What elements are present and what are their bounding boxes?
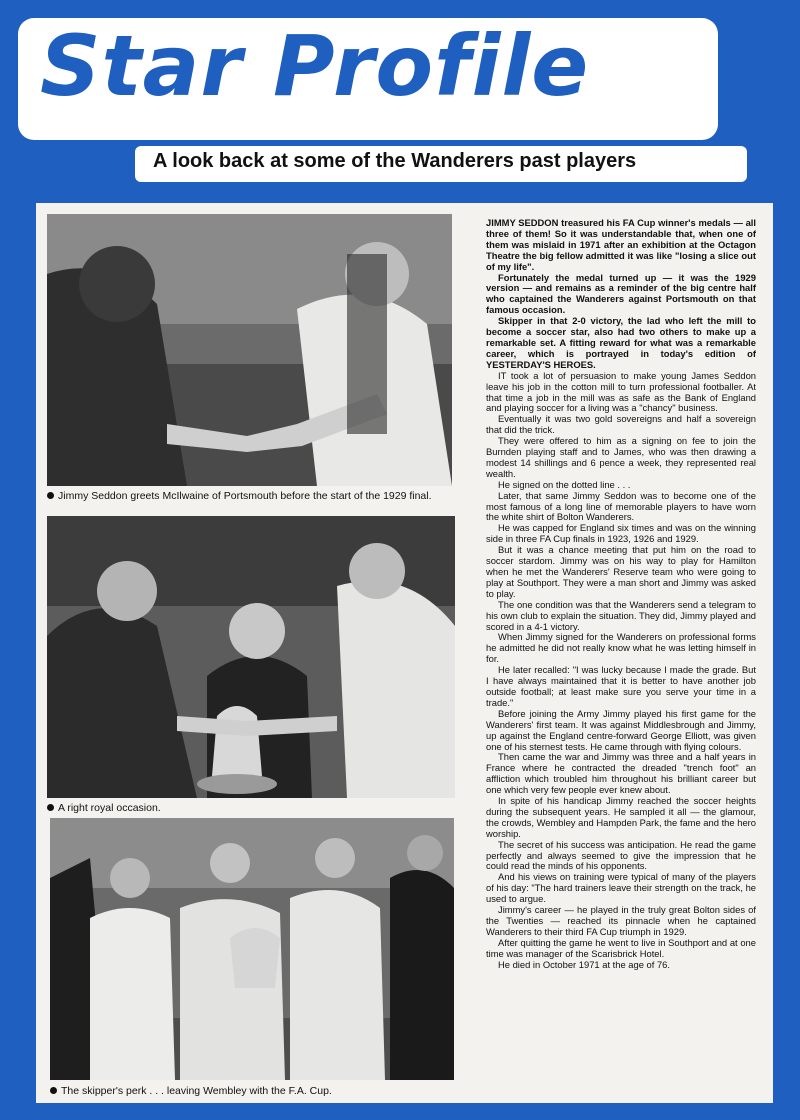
article-paragraph: Skipper in that 2-0 victory, the lad who left the mill to become a soccer star, also had two others to make up a remarkable set. A fitting reward for what was a remarkable career, which is portrayed in today's edition of YESTERDAY'S HEROES.: [486, 315, 756, 370]
article-paragraph: After quitting the game he went to live in Southport and at one time was manager of the Scarisbrick Hotel.: [486, 936, 756, 959]
article-text: [486, 218, 756, 971]
bullet-icon: [50, 1087, 57, 1094]
photo-royal-occasion: [47, 516, 455, 798]
article-paragraph: The one condition was that the Wanderers send a telegram to his own club to explain the situation. They did, Jimmy played and scored in a 4-1 victory.: [486, 598, 756, 632]
article-paragraph: Then came the war and Jimmy was three and a half years in France where he contracted the dreaded "trench foot" an affliction which troubled him throughout his brilliant career but one which very few people ever knew about.: [486, 751, 756, 796]
article-paragraph: Fortunately the medal turned up — it was the 1929 version — and remains as a reminder of the big centre half who captained the Wanderers against Portsmouth on that famous occasion.: [486, 271, 756, 316]
handshake-photo-image: [47, 214, 452, 486]
article-paragraph: And his views on training were typical of many of the players of his day: "The hard trainers leave their strength on the track, he used to argue.: [486, 871, 756, 905]
article-paragraph: IT took a lot of persuasion to make young James Seddon leave his job in the cotton mill to turn professional footballer. At that time a job in the mill was as safe as the Bank of England and playing soccer for a living was a "chancy" business.: [486, 369, 756, 414]
article-paragraph: Jimmy's career — he played in the truly great Bolton sides of the Twenties — reached its pinnacle when he captained Wanderers to their third FA Cup triumph in 1929.: [486, 904, 756, 937]
royal-occasion-photo-image: [47, 516, 455, 798]
article-paragraph: Eventually it was two gold sovereigns and half a sovereign that did the trick.: [486, 413, 756, 436]
bullet-icon: [47, 804, 54, 811]
article-paragraph: Before joining the Army Jimmy played his first game for the Wanderers' first team. It was against Middlesbrough and Jimmy, up against the England centre-forward George Elliott, was given one of his sternest tests. He came through with flying colours.: [486, 707, 756, 752]
bullet-icon: [47, 492, 54, 499]
article-paragraph: He later recalled: "I was lucky because I made the grade. But I have always maintained that it is better to have another job outside football; at least make sure you serve your time in a trade.": [486, 664, 756, 708]
article-paragraph: JIMMY SEDDON treasured his FA Cup winner's medals — all three of them! So it was understandable that, when one of them was mislaid in 1971 after an exhibition at the Octagon Theatre the big fellow admitted it was like "losing a slice out of my life".: [486, 217, 756, 272]
article-page: [36, 203, 773, 1103]
article-paragraph: He was capped for England six times and was on the winning side in three FA Cup finals in 1923, 1926 and 1929.: [486, 522, 756, 545]
caption-photo-3: The skipper's perk . . . leaving Wembley with the F.A. Cup.: [50, 1085, 460, 1097]
photo-handshake: [47, 214, 452, 486]
article-paragraph: He died in October 1971 at the age of 76.: [498, 958, 670, 970]
page-title: Star Profile: [40, 17, 590, 115]
article-paragraph: But it was a chance meeting that put him on the road to soccer stardom. Jimmy was on his way to play for Hamilton when he met the Wanderers' Reserve team who were going to play at Southport. They were a man short and Jimmy was asked to play.: [486, 544, 756, 599]
caption-photo-1: Jimmy Seddon greets McIlwaine of Portsmouth before the start of the 1929 final.: [47, 490, 457, 502]
article-paragraph: In spite of his handicap Jimmy reached the soccer heights during the subsequent years. He sampled it all — the glamour, the crowds, Wembley and Hampden Park, the fame and the hero worship.: [486, 795, 756, 839]
caption-photo-2: A right royal occasion.: [47, 802, 457, 814]
article-paragraph: They were offered to him as a signing on fee to join the Burnden playing staff and to James, who was then drawing a modest 14 shillings and 6 pence a week, they represented real wealth.: [486, 435, 756, 479]
article-paragraph: The secret of his success was anticipation. He read the game perfectly and always seemed to give the impression that he could read the minds of his opponents.: [486, 838, 756, 872]
page-subtitle: A look back at some of the Wanderers past players: [153, 150, 637, 172]
article-paragraph: When Jimmy signed for the Wanderers on professional forms he admitted he did not really know what he was letting himself in for.: [486, 631, 756, 665]
photo-wembley-cup: [50, 818, 454, 1080]
article-paragraph: Later, that same Jimmy Seddon was to become one of the most famous of a long line of memorable players to have worn the white shirt of Bolton Wanderers.: [486, 489, 756, 523]
article-paragraph: He signed on the dotted line . . .: [498, 478, 631, 490]
wembley-cup-photo-image: [50, 818, 454, 1080]
